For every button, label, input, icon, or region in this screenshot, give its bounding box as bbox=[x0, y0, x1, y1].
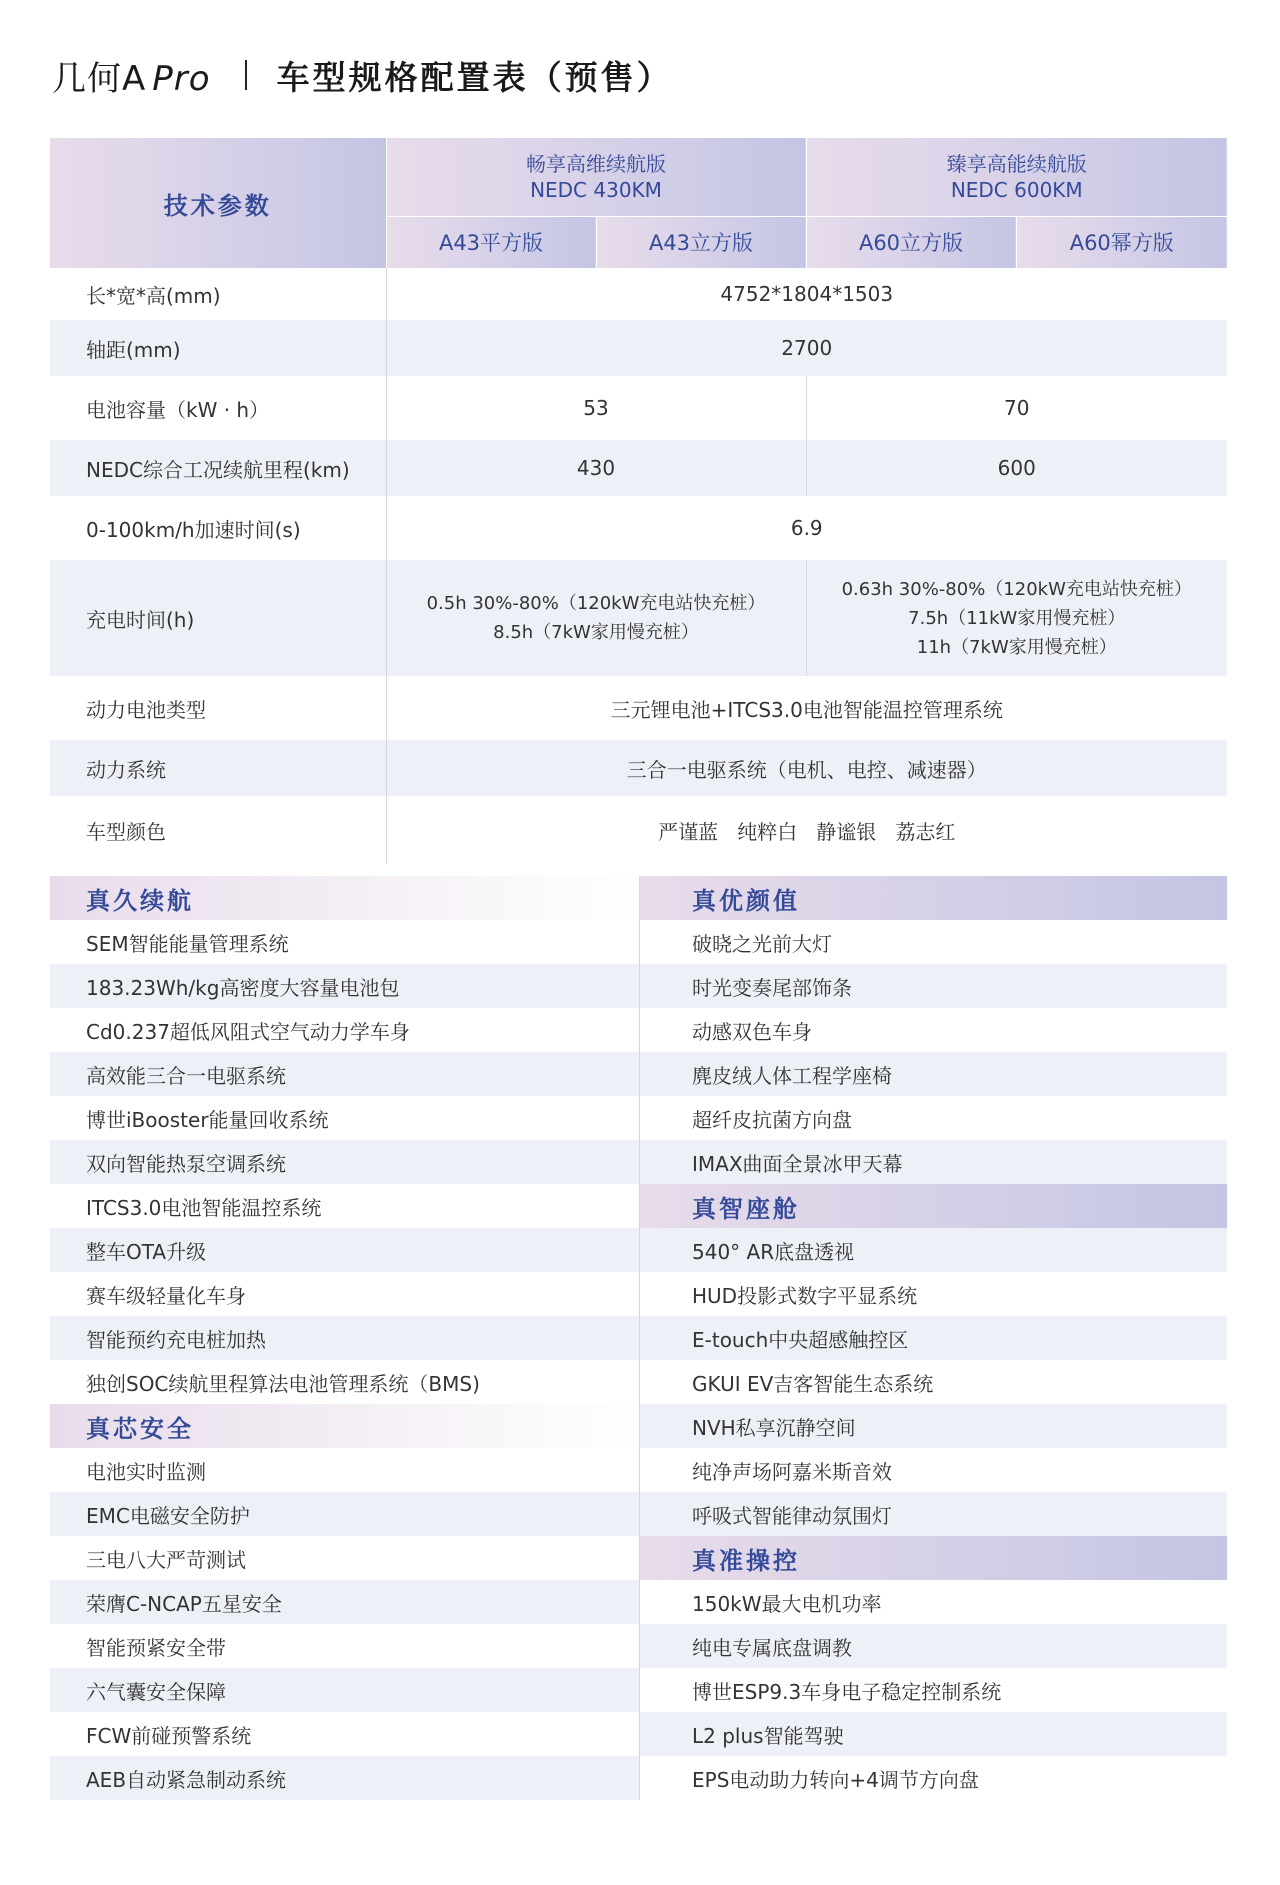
param-header: 技术参数 bbox=[50, 138, 386, 268]
feature-item: 独创SOC续航里程算法电池管理系统（BMS) bbox=[86, 1371, 480, 1396]
row-label: 轴距(mm) bbox=[50, 320, 386, 376]
feature-item: 麂皮绒人体工程学座椅 bbox=[640, 1052, 1227, 1096]
page-title: 车型规格配置表（预售） bbox=[276, 57, 673, 97]
row-value: 2700 bbox=[386, 320, 1227, 376]
feature-item: 荣膺C-NCAP五星安全 bbox=[50, 1580, 639, 1624]
feature-item: 智能预紧安全带 bbox=[86, 1635, 226, 1660]
features-left-column bbox=[50, 876, 640, 1800]
row-acceleration bbox=[50, 496, 1227, 560]
feature-item: 呼吸式智能律动氛围灯 bbox=[640, 1492, 1227, 1536]
row-label: 动力电池类型 bbox=[50, 676, 386, 740]
row-value-430: 53 bbox=[583, 396, 609, 420]
feature-item: 智能预约充电桩加热 bbox=[50, 1316, 639, 1360]
feature-item: 纯净声场阿嘉米斯音效 bbox=[692, 1459, 892, 1484]
section-title-design: 真优颜值 bbox=[640, 876, 1227, 920]
row-charge-time bbox=[50, 560, 1227, 676]
feature-item: L2 plus智能驾驶 bbox=[640, 1712, 1227, 1756]
feature-item: GKUI EV吉客智能生态系统 bbox=[692, 1371, 934, 1396]
feature-item: 赛车级轻量化车身 bbox=[86, 1283, 246, 1308]
row-wheelbase bbox=[50, 320, 1227, 376]
version-430-header: 畅享高维续航版 NEDC 430KM bbox=[386, 138, 806, 216]
row-dimensions bbox=[50, 268, 1227, 320]
section-title-handling: 真准操控 bbox=[640, 1536, 1227, 1580]
row-value: 6.9 bbox=[790, 516, 823, 540]
feature-item: E-touch中央超感触控区 bbox=[640, 1316, 1227, 1360]
version-600-header: 臻享高能续航版 NEDC 600KM bbox=[806, 138, 1227, 216]
feature-item: EMC电磁安全防护 bbox=[50, 1492, 639, 1536]
spec-table bbox=[50, 138, 1227, 864]
feature-item: NVH私享沉静空间 bbox=[640, 1404, 1227, 1448]
feature-item: SEM智能能量管理系统 bbox=[86, 931, 289, 956]
feature-item: 六气囊安全保障 bbox=[50, 1668, 639, 1712]
feature-item: 电池实时监测 bbox=[86, 1459, 206, 1484]
row-value-430: 0.5h 30%-80%（120kW充电站快充桩） 8.5h（7kW家用慢充桩） bbox=[386, 560, 806, 676]
trim-a60-lifang: A60立方版 bbox=[806, 216, 1016, 268]
row-powertrain bbox=[50, 740, 1227, 796]
row-value-600: 70 bbox=[806, 376, 1227, 440]
feature-item: 纯电专属底盘调教 bbox=[640, 1624, 1227, 1668]
page-header bbox=[52, 50, 673, 100]
row-label: 电池容量（kW · h） bbox=[50, 376, 386, 440]
feature-item: Cd0.237超低风阻式空气动力学车身 bbox=[86, 1019, 410, 1044]
feature-item: 150kW最大电机功率 bbox=[692, 1591, 882, 1616]
feature-item: 183.23Wh/kg高密度大容量电池包 bbox=[50, 964, 639, 1008]
trim-a43-lifang: A43立方版 bbox=[596, 216, 806, 268]
trim-a60-mifang: A60幂方版 bbox=[1016, 216, 1227, 268]
row-label: 0-100km/h加速时间(s) bbox=[50, 496, 386, 560]
row-range bbox=[50, 440, 1227, 496]
feature-item: 高效能三合一电驱系统 bbox=[50, 1052, 639, 1096]
row-value-430: 430 bbox=[386, 440, 806, 496]
feature-item: EPS电动助力转向+4调节方向盘 bbox=[692, 1767, 979, 1792]
feature-item: AEB自动紧急制动系统 bbox=[50, 1756, 639, 1800]
feature-item: 博世ESP9.3车身电子稳定控制系统 bbox=[692, 1679, 1002, 1704]
feature-item: 整车OTA升级 bbox=[50, 1228, 639, 1272]
row-value: 严谨蓝 纯粹白 静谧银 荔志红 bbox=[658, 819, 956, 844]
row-label: 车型颜色 bbox=[50, 796, 386, 864]
row-value-600: 0.63h 30%-80%（120kW充电站快充桩） 7.5h（11kW家用慢充桩） 11h（7kW家用慢充桩） bbox=[806, 560, 1227, 676]
section-title-cockpit: 真智座舱 bbox=[640, 1184, 1227, 1228]
row-value: 三合一电驱系统（电机、电控、减速器） bbox=[386, 740, 1227, 796]
feature-item: 三电八大严苛测试 bbox=[86, 1547, 246, 1572]
brand-logo: 几何A Pro bbox=[52, 58, 211, 99]
row-battery bbox=[50, 376, 1227, 440]
row-colors bbox=[50, 796, 1227, 864]
feature-item: 时光变奏尾部饰条 bbox=[640, 964, 1227, 1008]
row-label: NEDC综合工况续航里程(km) bbox=[50, 440, 386, 496]
feature-item: 双向智能热泵空调系统 bbox=[50, 1140, 639, 1184]
trim-a43-pingfang: A43平方版 bbox=[386, 216, 596, 268]
feature-item: IMAX曲面全景冰甲天幕 bbox=[640, 1140, 1227, 1184]
row-label: 充电时间(h) bbox=[50, 560, 386, 676]
feature-item: FCW前碰预警系统 bbox=[86, 1723, 252, 1748]
row-value: 三元锂电池+ITCS3.0电池智能温控管理系统 bbox=[610, 697, 1003, 722]
header-divider bbox=[245, 60, 247, 90]
feature-item: HUD投影式数字平显系统 bbox=[692, 1283, 918, 1308]
section-title-range: 真久续航 bbox=[50, 876, 639, 920]
row-value: 4752*1804*1503 bbox=[720, 282, 894, 306]
feature-item: 博世iBooster能量回收系统 bbox=[86, 1107, 329, 1132]
section-title-safety: 真芯安全 bbox=[50, 1404, 639, 1448]
row-label: 长*宽*高(mm) bbox=[50, 268, 386, 320]
feature-item: 破晓之光前大灯 bbox=[692, 931, 832, 956]
row-value-600: 600 bbox=[806, 440, 1227, 496]
feature-item: 动感双色车身 bbox=[692, 1019, 812, 1044]
feature-item: 540° AR底盘透视 bbox=[640, 1228, 1227, 1272]
features-right-column bbox=[640, 876, 1227, 1800]
feature-item: ITCS3.0电池智能温控系统 bbox=[86, 1195, 322, 1220]
row-battery-type bbox=[50, 676, 1227, 740]
feature-item: 超纤皮抗菌方向盘 bbox=[692, 1107, 852, 1132]
row-label: 动力系统 bbox=[50, 740, 386, 796]
